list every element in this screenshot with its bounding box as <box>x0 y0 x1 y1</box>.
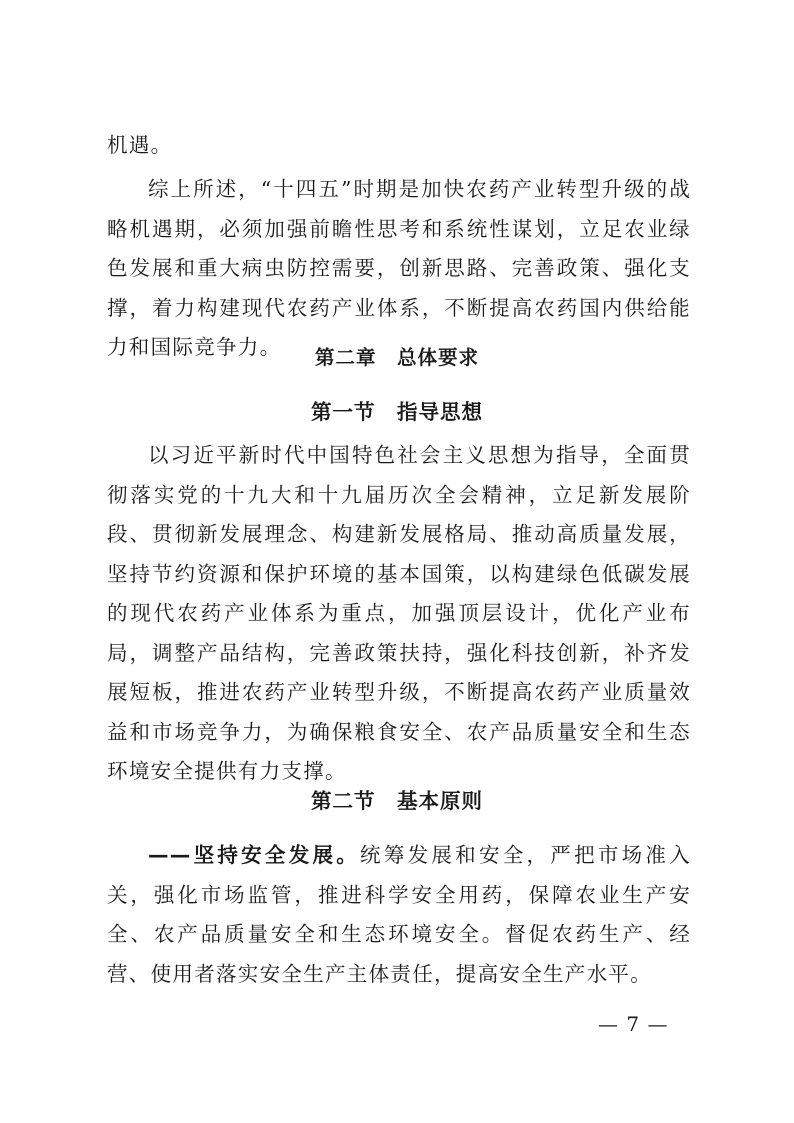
paragraph-guiding-ideology: 以习近平新时代中国特色社会主义思想为指导，全面贯彻落实党的十九大和十九届历次全会精神，立足新发展阶段、贯彻新发展理念、构建新发展格局、推动高质量发展，坚持节约资源和保护环境的基本国策，以构建绿色低碳发展的现代农药产业体系为重点，加强顶层设计，优化产业布局，调整产品结构，完善政策扶持，强化科技创新，补齐发展短板，推进农药产业转型升级，不断提高农药产业质量效益和市场竞争力，为确保粮食安全、农产品质量安全和生态环境安全提供有力支撑。 <box>107 443 691 783</box>
paragraph-principle-safe-development <box>107 836 691 994</box>
section-heading-guiding-ideology: 第一节 指导思想 <box>311 400 483 424</box>
paragraph-continuation: 机遇。 <box>107 133 173 157</box>
page-number: — 7 — <box>598 1012 669 1036</box>
chapter-heading: 第二章 总体要求 <box>314 346 479 369</box>
section-heading-basic-principles: 第二节 基本原则 <box>311 789 483 813</box>
principle-label: ——坚持安全发展。 <box>148 843 361 867</box>
paragraph-summary: 综上所述，“十四五”时期是加快农药产业转型升级的战略机遇期，必须加强前瞻性思考和系统性谋划，立足农业绿色发展和重大病虫防控需要，创新思路、完善政策、强化支撑，着力构建现代农药产业体系，不断提高农药国内供给能力和国际竞争力。 <box>107 177 691 359</box>
principle-text: 统筹发展和安全，严把市场准入关，强化市场监管，推进科学安全用药，保障农业生产安全、农产品质量安全和生态环境安全。督促农药生产、经营、使用者落实安全生产主体责任，提高安全生产水平。 <box>107 843 691 986</box>
